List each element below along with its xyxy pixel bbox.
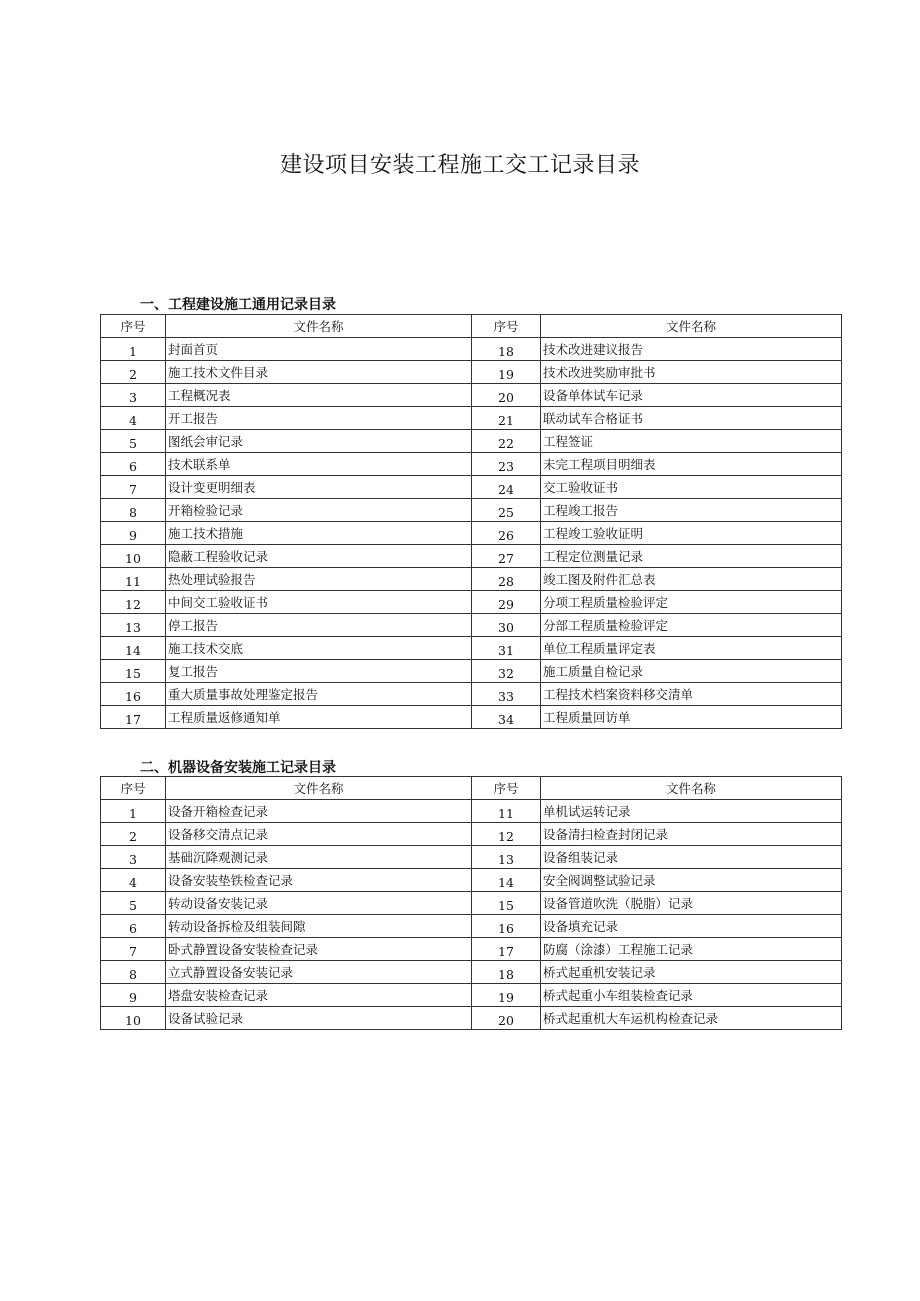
file-name: 工程竣工报告 <box>541 499 842 522</box>
column-header-name: 文件名称 <box>541 777 842 800</box>
row-number: 19 <box>472 361 541 384</box>
column-header-no: 序号 <box>101 777 166 800</box>
column-header-no: 序号 <box>472 777 541 800</box>
file-name: 桥式起重机安装记录 <box>541 961 842 984</box>
row-number: 33 <box>472 683 541 706</box>
file-name: 施工技术交底 <box>166 637 472 660</box>
file-name: 设备清扫检查封闭记录 <box>541 823 842 846</box>
table-row <box>101 660 842 683</box>
row-number: 22 <box>472 430 541 453</box>
file-name: 设计变更明细表 <box>166 476 472 499</box>
file-name: 重大质量事故处理鉴定报告 <box>166 683 472 706</box>
table-row <box>101 706 842 729</box>
general-records-table <box>100 314 842 729</box>
row-number: 11 <box>472 800 541 823</box>
table-row <box>101 453 842 476</box>
row-number: 10 <box>101 545 166 568</box>
table-row <box>101 591 842 614</box>
table-row <box>101 522 842 545</box>
column-header-no: 序号 <box>472 315 541 338</box>
row-number: 20 <box>472 384 541 407</box>
row-number: 21 <box>472 407 541 430</box>
row-number: 6 <box>101 453 166 476</box>
machinery-records-table <box>100 776 842 1030</box>
row-number: 13 <box>101 614 166 637</box>
table-row <box>101 407 842 430</box>
table-row <box>101 361 842 384</box>
table-row <box>101 683 842 706</box>
file-name: 设备安装垫铁检查记录 <box>166 869 472 892</box>
row-number: 5 <box>101 430 166 453</box>
row-number: 12 <box>472 823 541 846</box>
row-number: 4 <box>101 869 166 892</box>
file-name: 工程概况表 <box>166 384 472 407</box>
table-row <box>101 961 842 984</box>
row-number: 32 <box>472 660 541 683</box>
table-row <box>101 823 842 846</box>
row-number: 2 <box>101 823 166 846</box>
file-name: 安全阀调整试验记录 <box>541 869 842 892</box>
section-heading-general: 一、工程建设施工通用记录目录 <box>140 297 336 313</box>
file-name: 设备单体试车记录 <box>541 384 842 407</box>
row-number: 20 <box>472 1007 541 1030</box>
row-number: 13 <box>472 846 541 869</box>
row-number: 19 <box>472 984 541 1007</box>
row-number: 26 <box>472 522 541 545</box>
file-name: 基础沉降观测记录 <box>166 846 472 869</box>
file-name: 施工技术措施 <box>166 522 472 545</box>
file-name: 立式静置设备安装记录 <box>166 961 472 984</box>
file-name: 封面首页 <box>166 338 472 361</box>
table-header-row <box>101 315 842 338</box>
file-name: 设备管道吹洗（脱脂）记录 <box>541 892 842 915</box>
file-name: 技术改进奖励审批书 <box>541 361 842 384</box>
file-name: 竣工图及附件汇总表 <box>541 568 842 591</box>
document-title: 建设项目安装工程施工交工记录目录 <box>279 153 640 178</box>
row-number: 5 <box>101 892 166 915</box>
column-header-name: 文件名称 <box>541 315 842 338</box>
table-row <box>101 938 842 961</box>
file-name: 图纸会审记录 <box>166 430 472 453</box>
file-name: 分部工程质量检验评定 <box>541 614 842 637</box>
row-number: 1 <box>101 800 166 823</box>
row-number: 10 <box>101 1007 166 1030</box>
row-number: 27 <box>472 545 541 568</box>
table-row <box>101 476 842 499</box>
row-number: 8 <box>101 499 166 522</box>
row-number: 18 <box>472 961 541 984</box>
table-row <box>101 614 842 637</box>
table-row <box>101 384 842 407</box>
column-header-no: 序号 <box>101 315 166 338</box>
row-number: 11 <box>101 568 166 591</box>
section-heading-machinery: 二、机器设备安装施工记录目录 <box>140 760 336 776</box>
file-name: 复工报告 <box>166 660 472 683</box>
row-number: 14 <box>472 869 541 892</box>
row-number: 31 <box>472 637 541 660</box>
table-row <box>101 984 842 1007</box>
row-number: 3 <box>101 384 166 407</box>
row-number: 9 <box>101 984 166 1007</box>
column-header-name: 文件名称 <box>166 777 472 800</box>
file-name: 卧式静置设备安装检查记录 <box>166 938 472 961</box>
row-number: 7 <box>101 938 166 961</box>
row-number: 7 <box>101 476 166 499</box>
file-name: 工程签证 <box>541 430 842 453</box>
file-name: 桥式起重机大车运机构检查记录 <box>541 1007 842 1030</box>
file-name: 技术改进建议报告 <box>541 338 842 361</box>
table-row <box>101 430 842 453</box>
row-number: 6 <box>101 915 166 938</box>
row-number: 30 <box>472 614 541 637</box>
row-number: 34 <box>472 706 541 729</box>
file-name: 隐蔽工程验收记录 <box>166 545 472 568</box>
row-number: 16 <box>472 915 541 938</box>
file-name: 停工报告 <box>166 614 472 637</box>
row-number: 2 <box>101 361 166 384</box>
file-name: 工程质量返修通知单 <box>166 706 472 729</box>
table-row <box>101 568 842 591</box>
file-name: 开工报告 <box>166 407 472 430</box>
file-name: 中间交工验收证书 <box>166 591 472 614</box>
table-row <box>101 846 842 869</box>
table-header-row <box>101 777 842 800</box>
file-name: 施工质量自检记录 <box>541 660 842 683</box>
file-name: 设备移交清点记录 <box>166 823 472 846</box>
file-name: 设备填充记录 <box>541 915 842 938</box>
file-name: 分项工程质量检验评定 <box>541 591 842 614</box>
row-number: 18 <box>472 338 541 361</box>
table-row <box>101 800 842 823</box>
row-number: 23 <box>472 453 541 476</box>
row-number: 9 <box>101 522 166 545</box>
file-name: 设备开箱检查记录 <box>166 800 472 823</box>
file-name: 单机试运转记录 <box>541 800 842 823</box>
file-name: 工程质量回访单 <box>541 706 842 729</box>
column-header-name: 文件名称 <box>166 315 472 338</box>
row-number: 1 <box>101 338 166 361</box>
row-number: 8 <box>101 961 166 984</box>
file-name: 防腐（涂漆）工程施工记录 <box>541 938 842 961</box>
file-name: 转动设备安装记录 <box>166 892 472 915</box>
row-number: 15 <box>101 660 166 683</box>
row-number: 28 <box>472 568 541 591</box>
row-number: 3 <box>101 846 166 869</box>
file-name: 工程定位测量记录 <box>541 545 842 568</box>
row-number: 17 <box>472 938 541 961</box>
row-number: 4 <box>101 407 166 430</box>
file-name: 联动试车合格证书 <box>541 407 842 430</box>
file-name: 转动设备拆检及组装间隙 <box>166 915 472 938</box>
table-row <box>101 1007 842 1030</box>
file-name: 热处理试验报告 <box>166 568 472 591</box>
table-row <box>101 338 842 361</box>
row-number: 16 <box>101 683 166 706</box>
file-name: 技术联系单 <box>166 453 472 476</box>
row-number: 25 <box>472 499 541 522</box>
table-row <box>101 545 842 568</box>
file-name: 交工验收证书 <box>541 476 842 499</box>
file-name: 工程技术档案资料移交清单 <box>541 683 842 706</box>
row-number: 24 <box>472 476 541 499</box>
file-name: 单位工程质量评定表 <box>541 637 842 660</box>
file-name: 未完工程项目明细表 <box>541 453 842 476</box>
table-row <box>101 637 842 660</box>
table-row <box>101 915 842 938</box>
table-row <box>101 892 842 915</box>
file-name: 施工技术文件目录 <box>166 361 472 384</box>
row-number: 29 <box>472 591 541 614</box>
file-name: 工程竣工验收证明 <box>541 522 842 545</box>
file-name: 设备组装记录 <box>541 846 842 869</box>
file-name: 开箱检验记录 <box>166 499 472 522</box>
row-number: 12 <box>101 591 166 614</box>
row-number: 17 <box>101 706 166 729</box>
file-name: 桥式起重小车组装检查记录 <box>541 984 842 1007</box>
file-name: 设备试验记录 <box>166 1007 472 1030</box>
row-number: 14 <box>101 637 166 660</box>
table-row <box>101 499 842 522</box>
table-row <box>101 869 842 892</box>
file-name: 塔盘安装检查记录 <box>166 984 472 1007</box>
row-number: 15 <box>472 892 541 915</box>
